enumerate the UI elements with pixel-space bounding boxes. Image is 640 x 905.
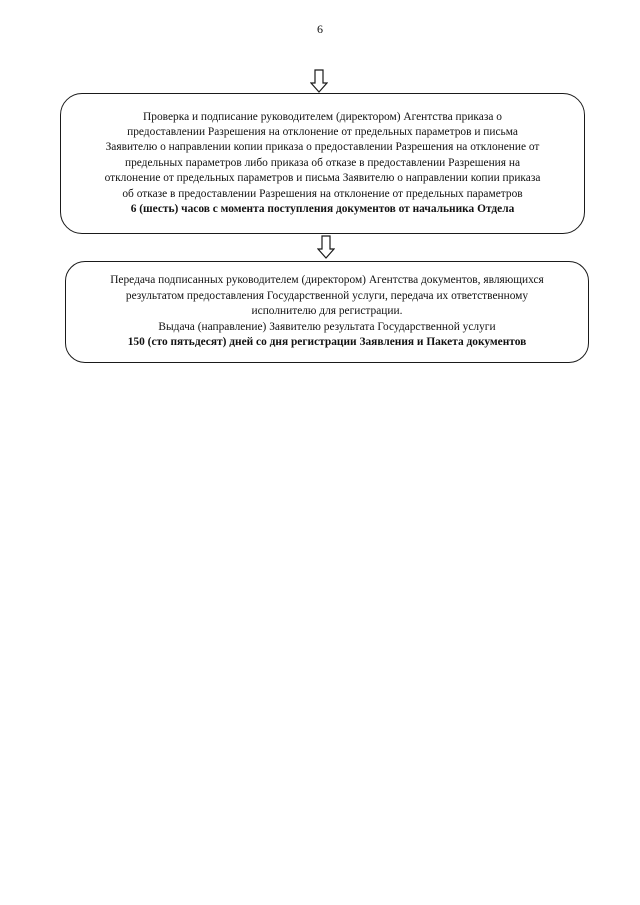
step-text-line: предельных параметров либо приказа об отказе в предоставлении Разрешения на — [124, 156, 521, 169]
step-text-line: предоставлении Разрешения на отклонение от предельных параметров и письма — [127, 125, 518, 138]
step-text-line: Заявителю о направлении копии приказа о предоставлении Разрешения на отклонение от — [105, 141, 540, 154]
step-term: 150 (сто пятьдесят) дней со дня регистрации Заявления и Пакета документов — [127, 336, 527, 349]
step-text-line: результатом предоставления Государственной услуги, передача их ответственному — [125, 289, 529, 302]
hollow-down-arrow-icon — [317, 235, 335, 259]
step-text-line: Выдача (направление) Заявителю результата Государственной услуги — [158, 320, 496, 333]
step-text-line: Передача подписанных руководителем (директором) Агентства документов, являющихся — [110, 274, 544, 287]
step-box-delivery — [65, 261, 589, 363]
step-text-line: Проверка и подписание руководителем (директором) Агентства приказа о — [143, 110, 502, 123]
step-text-line: исполнителю для регистрации. — [251, 305, 403, 318]
page-number: 6 — [317, 22, 323, 36]
step-text-line: об отказе в предоставлении Разрешения на отклонение от предельных параметров — [122, 187, 523, 200]
step-text-line: отклонение от предельных параметров и письма Заявителю о направлении копии приказа — [104, 172, 541, 185]
hollow-down-arrow-icon — [310, 69, 328, 93]
step-term: 6 (шесть) часов с момента поступления документов от начальника Отдела — [130, 203, 515, 216]
step-box-approval — [60, 93, 585, 234]
